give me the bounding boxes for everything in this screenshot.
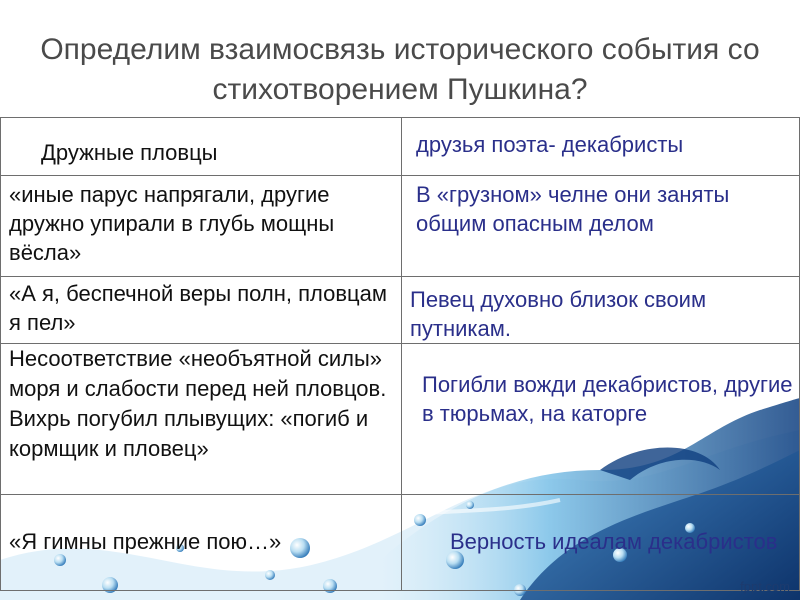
- table-cell-right: В «грузном» челне они заняты общим опасным делом: [402, 176, 800, 277]
- table-cell-left: Несоответствие «необъятной силы» моря и слабости перед ней пловцов. Вихрь погубил плывущих: «погиб и кормщик и пловец»: [1, 344, 402, 495]
- table-cell-right: друзья поэта- декабристы: [402, 118, 800, 176]
- table-cell-right: Верность идеалам декабристов: [402, 495, 800, 591]
- table-cell-left: «иные парус напрягали, другие дружно упирали в глубь мощны вёсла»: [1, 176, 402, 277]
- watermark: fppt.com: [740, 579, 790, 594]
- table-row: [1, 495, 800, 591]
- table-cell-left: «А я, беспечной веры полн, пловцам я пел»: [1, 277, 402, 344]
- table-cell-right: Погибли вожди декабристов, другие в тюрьмах, на каторге: [402, 344, 800, 495]
- slide-title: Определим взаимосвязь исторического события со стихотворением Пушкина?: [40, 33, 760, 106]
- table-row: [1, 344, 800, 495]
- table-cell-left: Дружные пловцы: [1, 118, 402, 176]
- table-cell-left: «Я гимны прежние пою…»: [1, 495, 402, 591]
- table-cell-right: Певец духовно близок своим путникам.: [402, 277, 800, 344]
- comparison-table: [0, 117, 800, 591]
- table-row: [1, 118, 800, 176]
- table-row: [1, 277, 800, 344]
- table-row: [1, 176, 800, 277]
